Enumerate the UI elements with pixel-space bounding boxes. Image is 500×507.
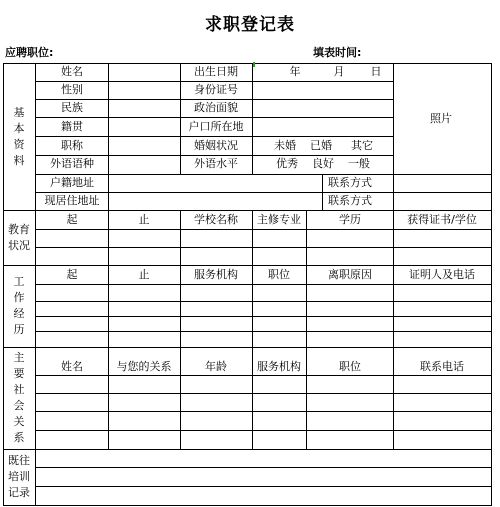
option-excellent[interactable]: 优秀: [276, 157, 298, 170]
work-header-end: 止: [138, 268, 150, 281]
label-year: 年: [289, 65, 301, 78]
label-birth-date: 出生日期: [194, 65, 238, 78]
option-other[interactable]: 其它: [351, 139, 373, 152]
photo-placeholder: 照片: [430, 112, 452, 125]
work-header-leave-reason: 离职原因: [328, 268, 372, 281]
label-id-number: 身份证号: [194, 83, 238, 96]
section-work: 工作经历: [13, 275, 25, 336]
option-average[interactable]: 一般: [348, 157, 370, 170]
work-header-position: 职位: [268, 268, 290, 281]
social-header-phone: 联系电话: [420, 360, 464, 373]
edu-header-end: 止: [138, 213, 150, 226]
fill-time-label: 填表时间:: [313, 46, 362, 59]
edu-header-degree: 学历: [339, 213, 361, 226]
section-education: 教育状况: [8, 223, 30, 252]
edu-header-start: 起: [66, 213, 78, 226]
edu-header-school: 学校名称: [194, 213, 238, 226]
edu-header-major: 主修专业: [257, 213, 301, 226]
cell-cursor-mark: [253, 62, 255, 67]
section-social: 主要社会关系: [13, 351, 25, 444]
work-header-start: 起: [66, 268, 78, 281]
social-header-relation: 与您的关系: [116, 360, 172, 373]
label-job-title: 职称: [61, 139, 83, 152]
social-header-age: 年龄: [205, 360, 227, 373]
label-language-level: 外语水平: [194, 157, 238, 170]
label-current-address: 现居住地址: [44, 194, 100, 207]
option-married[interactable]: 已婚: [310, 139, 332, 152]
section-training: 既往培训记录: [8, 454, 30, 499]
label-marital-status: 婚姻状况: [194, 139, 238, 152]
work-header-reference: 证明人及电话: [409, 268, 475, 281]
label-name: 姓名: [61, 65, 83, 78]
label-month: 月: [333, 65, 345, 78]
position-label: 应聘职位:: [5, 46, 54, 59]
label-hukou-address: 户籍地址: [50, 176, 94, 189]
label-contact-2: 联系方式: [328, 194, 372, 207]
work-header-organization: 服务机构: [194, 268, 238, 281]
label-gender: 性别: [61, 83, 83, 96]
option-unmarried[interactable]: 未婚: [274, 139, 296, 152]
label-hukou-location: 户口所在地: [188, 120, 244, 133]
label-language: 外语语种: [50, 157, 94, 170]
social-header-organization: 服务机构: [257, 360, 301, 373]
social-header-position: 职位: [339, 360, 361, 373]
edu-header-certificate: 获得证书/学位: [407, 213, 477, 226]
label-political-status: 政治面貌: [194, 101, 238, 114]
label-ethnicity: 民族: [61, 101, 83, 114]
label-contact-1: 联系方式: [328, 176, 372, 189]
section-basic-info: 基本资料: [13, 106, 25, 167]
label-native-place: 籍贯: [61, 120, 83, 133]
social-header-name: 姓名: [61, 360, 83, 373]
option-good[interactable]: 良好: [312, 157, 334, 170]
label-day: 日: [370, 65, 382, 78]
form-title: 求职登记表: [205, 15, 295, 35]
